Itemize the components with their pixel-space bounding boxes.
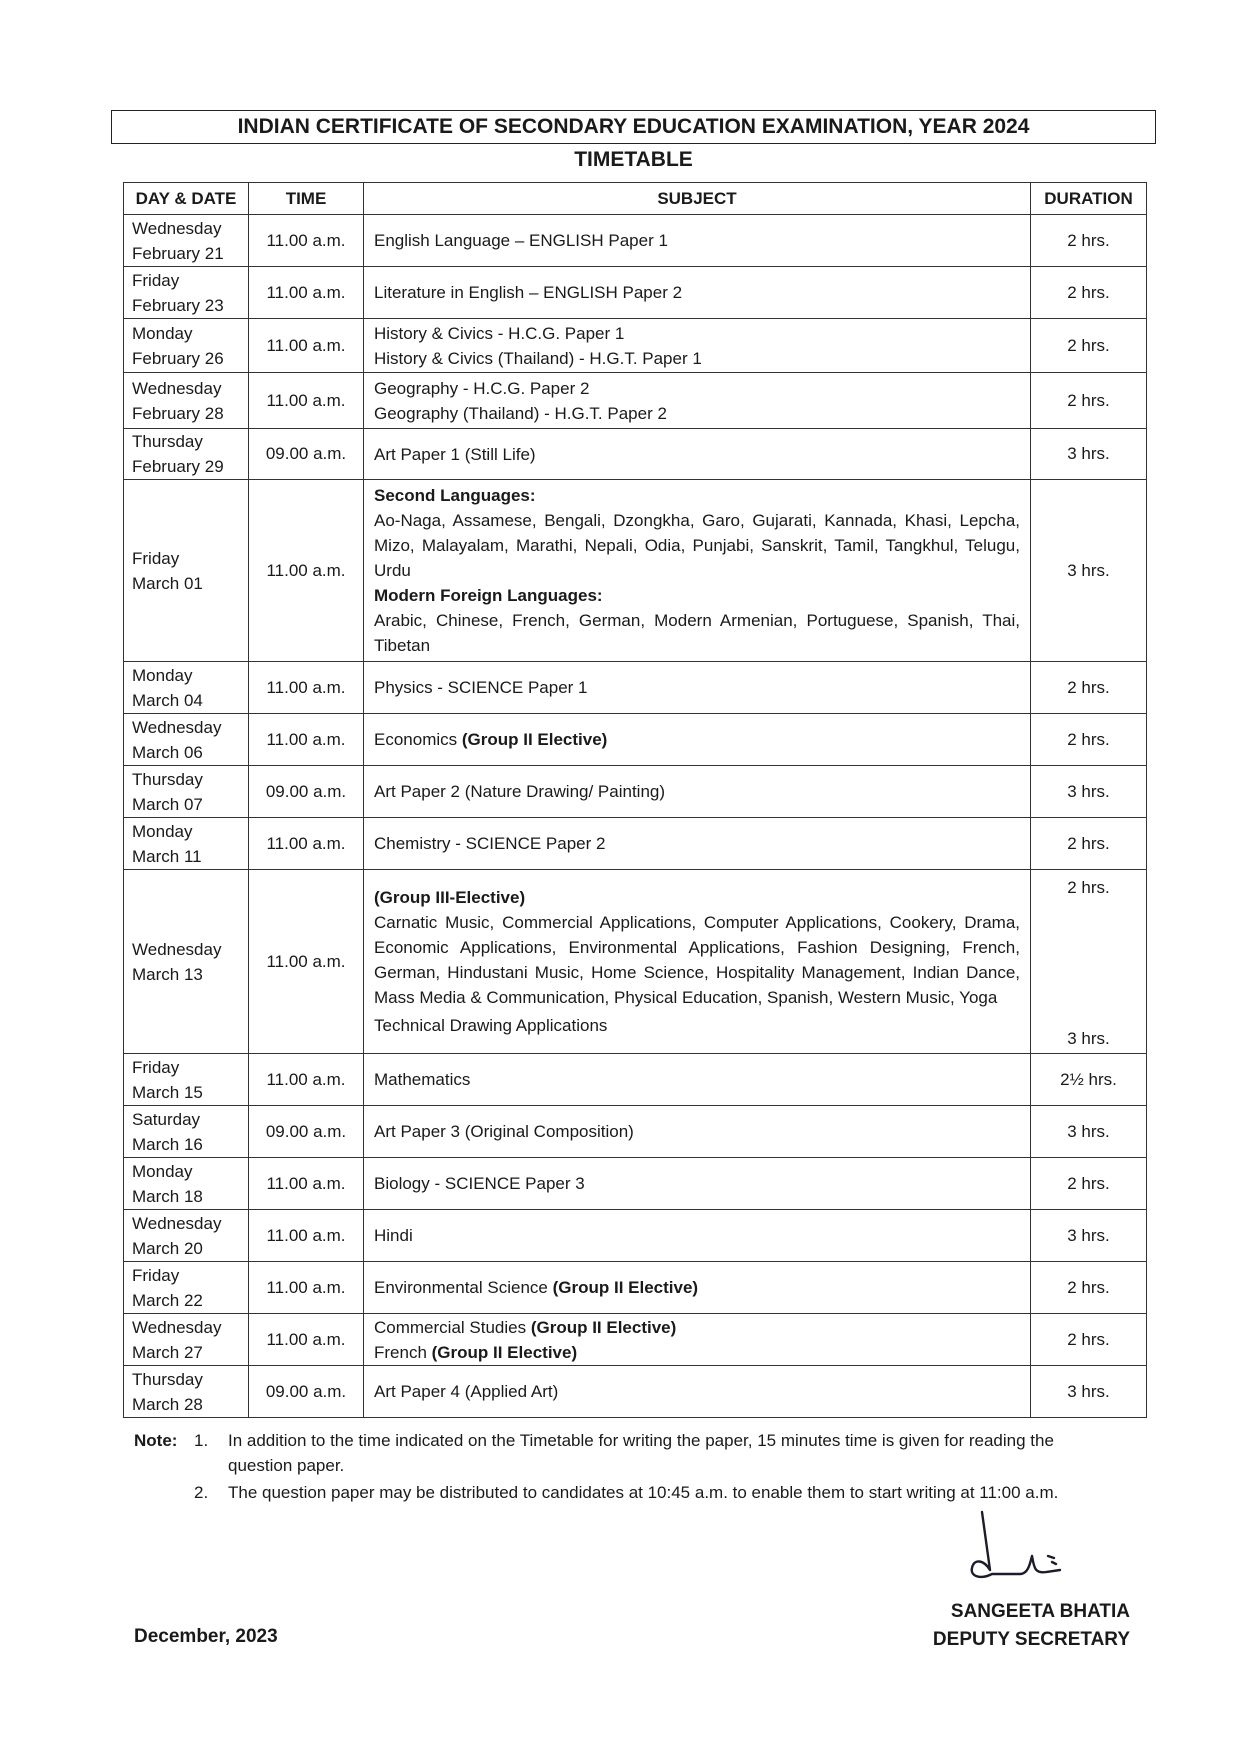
subject-cell: Art Paper 2 (Nature Drawing/ Painting) xyxy=(364,766,1031,818)
day-label: Wednesday xyxy=(132,939,222,959)
signatory-block xyxy=(930,1598,1130,1654)
subject-cell: Art Paper 1 (Still Life) xyxy=(364,429,1031,480)
day-date-cell xyxy=(124,1106,249,1158)
subject-line xyxy=(374,1315,1020,1340)
subject-heading: (Group III-Elective) xyxy=(374,888,526,907)
time-cell: 11.00 a.m. xyxy=(249,714,364,766)
time-cell: 11.00 a.m. xyxy=(249,1262,364,1314)
date-label: February 29 xyxy=(132,457,224,476)
table-row xyxy=(124,429,1147,480)
column-header-duration: DURATION xyxy=(1031,183,1147,215)
table-row xyxy=(124,1366,1147,1418)
table-row xyxy=(124,818,1147,870)
subject-text: Environmental Science xyxy=(374,1278,553,1297)
day-date-cell xyxy=(124,480,249,662)
duration-cell: 2 hrs. xyxy=(1031,319,1147,373)
timetable xyxy=(123,182,1147,1418)
note-label: Note: xyxy=(134,1431,178,1450)
date-label: March 20 xyxy=(132,1238,203,1258)
issue-date: December, 2023 xyxy=(134,1626,278,1647)
table-row xyxy=(124,870,1147,1054)
subject-line: Technical Drawing Applications xyxy=(374,1016,608,1035)
table-row xyxy=(124,319,1147,373)
subject-group-tag: (Group II Elective) xyxy=(461,730,608,749)
subject-line: History & Civics - H.C.G. Paper 1 xyxy=(374,323,625,343)
duration-cell: 2 hrs. xyxy=(1031,662,1147,714)
duration-cell: 2 hrs. xyxy=(1031,267,1147,319)
day-label: Monday xyxy=(132,821,193,841)
subject-cell xyxy=(364,1314,1031,1366)
subject-group-tag: (Group II Elective) xyxy=(431,1342,578,1362)
day-date-cell xyxy=(124,1054,249,1106)
day-date-cell xyxy=(124,714,249,766)
subject-list: Ao-Naga, Assamese, Bengali, Dzongkha, Garo, Gujarati, Kannada, Khasi, Lepcha, Mizo, Malayalam, Marathi, Nepali, Odia, Punjabi, Sanskrit, Tamil, Tangkhul, Telugu, Urdu xyxy=(374,511,1020,580)
date-label: March 28 xyxy=(132,1394,203,1414)
subject-cell xyxy=(364,480,1031,662)
subject-cell: Mathematics xyxy=(364,1054,1031,1106)
subject-line xyxy=(374,1340,1020,1365)
subject-list: Arabic, Chinese, French, German, Modern Armenian, Portuguese, Spanish, Thai, Tibetan xyxy=(374,611,1020,655)
duration-cell: 2 hrs. xyxy=(1031,1158,1147,1210)
day-label: Friday xyxy=(132,1265,180,1285)
day-date-cell xyxy=(124,215,249,267)
time-cell: 11.00 a.m. xyxy=(249,1314,364,1366)
date-label: February 21 xyxy=(132,243,224,263)
day-label: Wednesday xyxy=(132,1317,222,1337)
signatory-title: DEPUTY SECRETARY xyxy=(932,1629,1130,1650)
table-row xyxy=(124,662,1147,714)
duration-cell: 3 hrs. xyxy=(1031,480,1147,662)
duration-cell: 2 hrs. xyxy=(1031,1262,1147,1314)
subject-line: Geography (Thailand) - H.G.T. Paper 2 xyxy=(374,403,667,423)
date-label: February 26 xyxy=(132,348,224,368)
day-date-cell xyxy=(124,1314,249,1366)
time-cell: 11.00 a.m. xyxy=(249,215,364,267)
day-label: Monday xyxy=(132,323,193,343)
duration-bottom: 3 hrs. xyxy=(1067,1029,1110,1048)
date-label: March 06 xyxy=(132,742,203,762)
time-cell: 11.00 a.m. xyxy=(249,480,364,662)
subject-cell xyxy=(364,870,1031,1054)
day-label: Wednesday xyxy=(132,378,222,398)
time-cell: 11.00 a.m. xyxy=(249,662,364,714)
subject-cell: Art Paper 4 (Applied Art) xyxy=(364,1366,1031,1418)
day-label: Friday xyxy=(132,270,180,290)
date-label: March 22 xyxy=(132,1290,203,1310)
subject-group-tag: (Group II Elective) xyxy=(552,1278,699,1297)
duration-cell: 3 hrs. xyxy=(1031,766,1147,818)
subject-cell: English Language – ENGLISH Paper 1 xyxy=(364,215,1031,267)
duration-cell: 2 hrs. xyxy=(1031,215,1147,267)
subject-cell: Art Paper 3 (Original Composition) xyxy=(364,1106,1031,1158)
time-cell: 11.00 a.m. xyxy=(249,319,364,373)
column-header-subject: SUBJECT xyxy=(364,183,1031,215)
subject-cell: Literature in English – ENGLISH Paper 2 xyxy=(364,267,1031,319)
note-label-spacer xyxy=(134,1480,194,1505)
note-item xyxy=(134,1428,1134,1478)
table-row xyxy=(124,1054,1147,1106)
subject-cell: Hindi xyxy=(364,1210,1031,1262)
day-date-cell xyxy=(124,818,249,870)
subject-list: Carnatic Music, Commercial Applications, Computer Applications, Cookery, Drama, Economic Applications, Environmental Applications, Fashion Designing, French, German, Hindustani Music, Home Science, Hospitality Management, Indian Dance, Mass Media & Communication, Physical Education, Spanish, Western Music, Yoga xyxy=(374,913,1020,1007)
table-header-row xyxy=(124,183,1147,215)
subject-heading: Second Languages: xyxy=(374,486,536,505)
day-date-cell xyxy=(124,373,249,429)
day-label: Monday xyxy=(132,665,193,685)
time-cell: 11.00 a.m. xyxy=(249,373,364,429)
subject-cell xyxy=(364,373,1031,429)
date-label: March 18 xyxy=(132,1186,203,1206)
date-label: March 07 xyxy=(132,794,203,814)
note-item xyxy=(134,1480,1134,1505)
day-date-cell xyxy=(124,319,249,373)
subject-cell: Physics - SCIENCE Paper 1 xyxy=(364,662,1031,714)
duration-cell: 2 hrs. xyxy=(1031,1314,1147,1366)
duration-cell: 3 hrs. xyxy=(1031,1210,1147,1262)
time-cell: 11.00 a.m. xyxy=(249,267,364,319)
note-text: The question paper may be distributed to candidates at 10:45 a.m. to enable them to start writing at 11:00 a.m. xyxy=(228,1483,1059,1502)
time-cell: 09.00 a.m. xyxy=(249,429,364,480)
duration-cell: 3 hrs. xyxy=(1031,429,1147,480)
subject-cell: Chemistry - SCIENCE Paper 2 xyxy=(364,818,1031,870)
day-date-cell xyxy=(124,662,249,714)
date-label: February 23 xyxy=(132,295,224,315)
table-row xyxy=(124,267,1147,319)
time-cell: 11.00 a.m. xyxy=(249,1210,364,1262)
day-label: Friday xyxy=(132,1057,180,1077)
table-row xyxy=(124,215,1147,267)
date-label: February 28 xyxy=(132,403,224,423)
subject-heading: Modern Foreign Languages: xyxy=(374,586,603,605)
column-header-time: TIME xyxy=(249,183,364,215)
document-subtitle: TIMETABLE xyxy=(574,148,693,171)
time-cell: 09.00 a.m. xyxy=(249,766,364,818)
subject-cell: Biology - SCIENCE Paper 3 xyxy=(364,1158,1031,1210)
time-cell: 11.00 a.m. xyxy=(249,818,364,870)
table-row xyxy=(124,1262,1147,1314)
date-label: March 11 xyxy=(132,846,202,866)
table-row xyxy=(124,1106,1147,1158)
day-date-cell xyxy=(124,429,249,480)
table-row xyxy=(124,373,1147,429)
table-row xyxy=(124,714,1147,766)
document-title: INDIAN CERTIFICATE OF SECONDARY EDUCATION EXAMINATION, YEAR 2024 xyxy=(111,110,1156,144)
column-header-day: DAY & DATE xyxy=(124,183,249,215)
day-date-cell xyxy=(124,766,249,818)
day-date-cell xyxy=(124,1366,249,1418)
duration-cell: 3 hrs. xyxy=(1031,1106,1147,1158)
time-cell: 09.00 a.m. xyxy=(249,1366,364,1418)
date-label: March 13 xyxy=(132,964,203,984)
day-label: Wednesday xyxy=(132,717,222,737)
subject-text: Economics xyxy=(374,730,462,749)
day-label: Thursday xyxy=(132,1369,203,1389)
date-label: March 27 xyxy=(132,1342,203,1362)
note-number: 1. xyxy=(194,1431,209,1450)
duration-cell: 2 hrs. xyxy=(1031,373,1147,429)
duration-cell: 3 hrs. xyxy=(1031,1366,1147,1418)
table-row xyxy=(124,766,1147,818)
table-row xyxy=(124,1210,1147,1262)
day-date-cell xyxy=(124,1262,249,1314)
notes-section xyxy=(134,1428,1134,1507)
day-label: Friday xyxy=(132,548,180,568)
table-row xyxy=(124,1314,1147,1366)
day-label: Wednesday xyxy=(132,218,222,238)
table-row xyxy=(124,480,1147,662)
duration-cell xyxy=(1031,870,1147,1054)
day-date-cell xyxy=(124,267,249,319)
subject-cell xyxy=(364,714,1031,766)
day-label: Thursday xyxy=(132,432,203,451)
duration-cell: 2½ hrs. xyxy=(1031,1054,1147,1106)
day-label: Saturday xyxy=(132,1109,201,1129)
subject-line: History & Civics (Thailand) - H.G.T. Paper 1 xyxy=(374,348,702,368)
duration-cell: 2 hrs. xyxy=(1031,714,1147,766)
subject-line: Geography - H.C.G. Paper 2 xyxy=(374,378,590,398)
subject-cell xyxy=(364,319,1031,373)
subject-text: French xyxy=(374,1342,432,1362)
time-cell: 11.00 a.m. xyxy=(249,1158,364,1210)
duration-cell: 2 hrs. xyxy=(1031,818,1147,870)
time-cell: 11.00 a.m. xyxy=(249,870,364,1054)
day-label: Monday xyxy=(132,1161,193,1181)
note-text: In addition to the time indicated on the Timetable for writing the paper, 15 minutes time is given for reading the question paper. xyxy=(228,1431,1054,1475)
note-number: 2. xyxy=(194,1483,209,1502)
signature-image xyxy=(960,1510,1080,1590)
date-label: March 01 xyxy=(132,573,203,593)
day-label: Thursday xyxy=(132,769,203,789)
subject-text: Commercial Studies xyxy=(374,1317,531,1337)
signatory-name: SANGEETA BHATIA xyxy=(950,1601,1130,1622)
time-cell: 09.00 a.m. xyxy=(249,1106,364,1158)
table-row xyxy=(124,1158,1147,1210)
date-label: March 15 xyxy=(132,1082,203,1102)
day-label: Wednesday xyxy=(132,1213,222,1233)
date-label: March 04 xyxy=(132,690,203,710)
subject-group-tag: (Group II Elective) xyxy=(530,1317,677,1337)
time-cell: 11.00 a.m. xyxy=(249,1054,364,1106)
date-label: March 16 xyxy=(132,1134,203,1154)
day-date-cell xyxy=(124,870,249,1054)
day-date-cell xyxy=(124,1158,249,1210)
subject-cell xyxy=(364,1262,1031,1314)
duration-top: 2 hrs. xyxy=(1067,878,1110,897)
day-date-cell xyxy=(124,1210,249,1262)
